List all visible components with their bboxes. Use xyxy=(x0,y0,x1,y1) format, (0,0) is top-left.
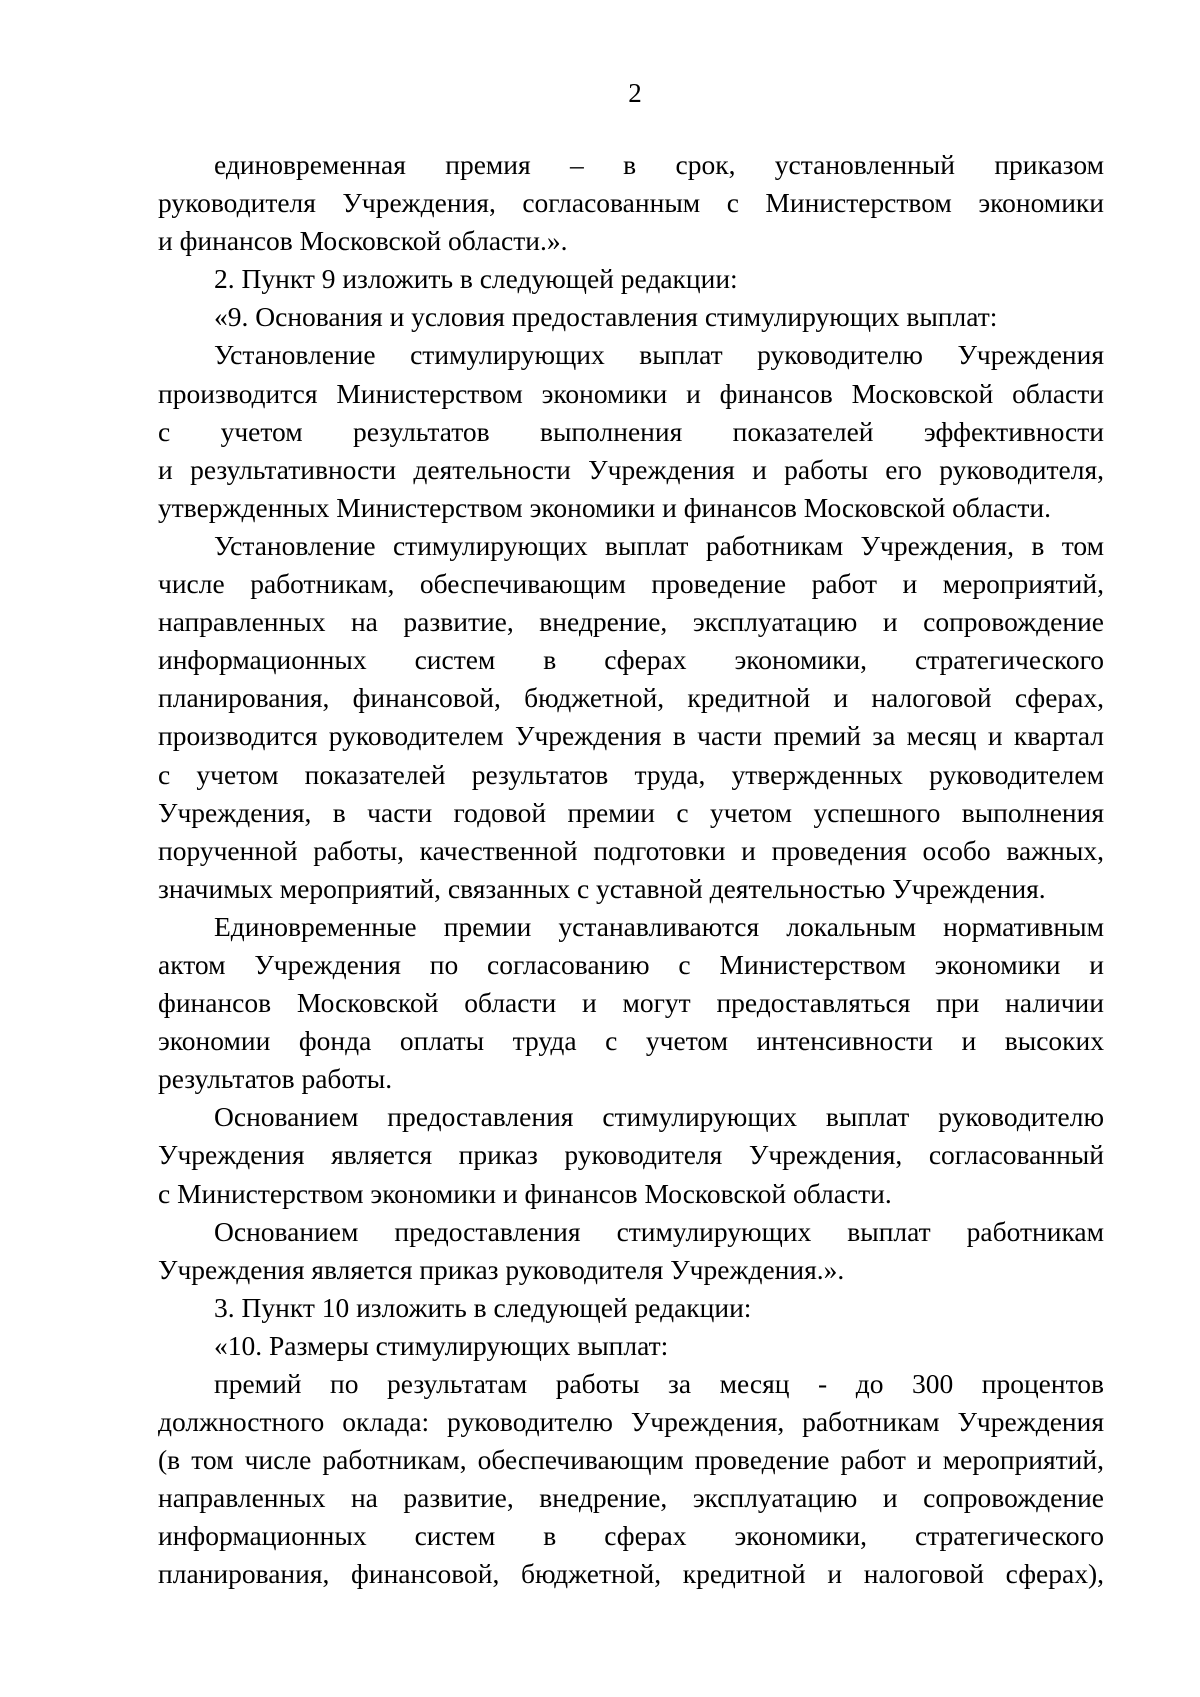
text-line: Основанием предоставления стимулирующих выплат руководителю xyxy=(214,1101,1104,1133)
text-line: производится Министерством экономики и финансов Московской области xyxy=(158,377,1104,409)
text-line: и результативности деятельности Учреждения и работы его руководителя, xyxy=(158,453,1104,485)
text-line: информационных систем в сферах экономики, стратегического xyxy=(158,644,1104,676)
page-number: 2 xyxy=(628,78,642,108)
text-line: направленных на развитие, внедрение, эксплуатацию и сопровождение xyxy=(158,1482,1104,1514)
text-line: Учреждения является приказ руководителя Учреждения.». xyxy=(158,1253,845,1285)
text-line: с Министерством экономики и финансов Московской области. xyxy=(158,1177,892,1209)
text-line: числе работникам, обеспечивающим проведение работ и мероприятий, xyxy=(158,568,1104,600)
text-line: должностного оклада: руководителю Учреждения, работникам Учреждения xyxy=(158,1406,1104,1438)
text-line: Установление стимулирующих выплат руководителю Учреждения xyxy=(214,339,1104,371)
text-line: Учреждения является приказ руководителя Учреждения, согласованный xyxy=(158,1139,1104,1171)
text-line: информационных систем в сферах экономики, стратегического xyxy=(158,1520,1104,1552)
text-line: премий по результатам работы за месяц - до 300 процентов xyxy=(214,1368,1104,1399)
text-line: актом Учреждения по согласованию с Министерством экономики и xyxy=(158,948,1104,980)
text-line: «10. Размеры стимулирующих выплат: xyxy=(214,1329,669,1361)
text-line: «9. Основания и условия предоставления стимулирующих выплат: xyxy=(214,301,998,333)
text-line: порученной работы, качественной подготовки и проведения особо важных, xyxy=(158,834,1104,866)
text-line: Основанием предоставления стимулирующих выплат работникам xyxy=(214,1215,1104,1247)
text-line: финансов Московской области и могут предоставляться при наличии xyxy=(158,987,1104,1019)
text-line: значимых мероприятий, связанных с уставной деятельностью Учреждения. xyxy=(158,872,1046,904)
text-line: (в том числе работникам, обеспечивающим проведение работ и мероприятий, xyxy=(158,1444,1104,1476)
text-line: с учетом показателей результатов труда, утвержденных руководителем xyxy=(158,758,1104,790)
text-line: утвержденных Министерством экономики и финансов Московской области. xyxy=(158,491,1051,523)
text-line: направленных на развитие, внедрение, эксплуатацию и сопровождение xyxy=(158,606,1104,638)
text-line: с учетом результатов выполнения показателей эффективности xyxy=(158,415,1104,447)
text-line: и финансов Московской области.». xyxy=(158,225,568,257)
text-line: Учреждения, в части годовой премии с учетом успешного выполнения xyxy=(158,796,1104,828)
text-line: единовременная премия – в срок, установленный приказом xyxy=(214,149,1104,180)
text-line: производится руководителем Учреждения в части премий за месяц и квартал xyxy=(158,720,1104,752)
text-line: планирования, финансовой, бюджетной, кредитной и налоговой сферах, xyxy=(158,682,1104,714)
text-line: результатов работы. xyxy=(158,1063,393,1095)
text-line: Установление стимулирующих выплат работникам Учреждения, в том xyxy=(214,529,1104,561)
document-body xyxy=(158,146,1104,1594)
text-line: планирования, финансовой, бюджетной, кредитной и налоговой сферах), xyxy=(158,1558,1104,1590)
text-line: руководителя Учреждения, согласованным с Министерством экономики xyxy=(158,187,1104,219)
text-line: экономии фонда оплаты труда с учетом интенсивности и высоких xyxy=(158,1025,1104,1057)
text-line: 2. Пункт 9 изложить в следующей редакции: xyxy=(214,263,738,295)
text-line: Единовременные премии устанавливаются локальным нормативным xyxy=(214,910,1104,942)
text-line: 3. Пункт 10 изложить в следующей редакции: xyxy=(214,1291,752,1323)
